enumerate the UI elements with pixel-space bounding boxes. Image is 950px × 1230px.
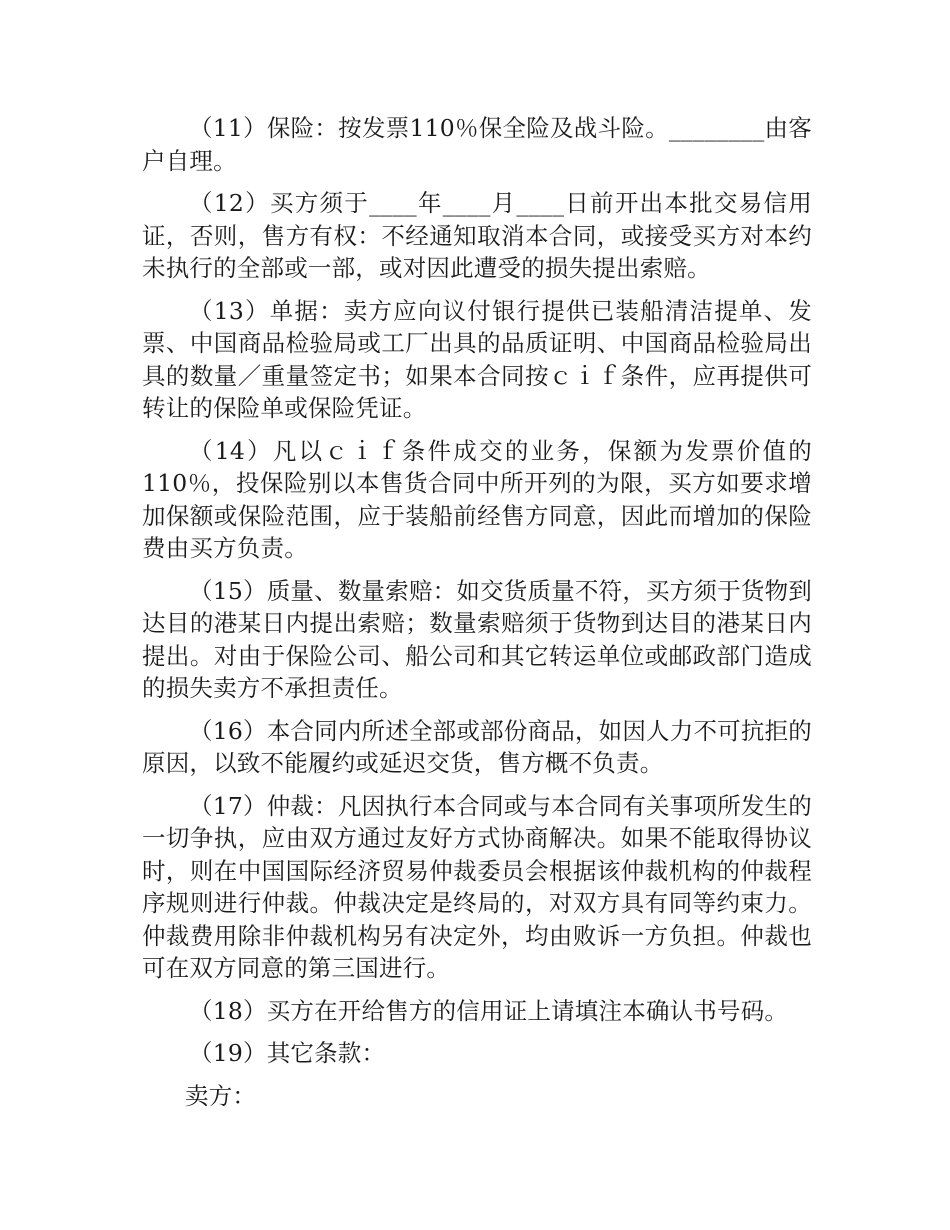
clause-11-insurance: （11）保险：按发票110％保全险及战斗险。________由客户自理。 (142, 114, 812, 175)
clause-16-force-majeure: （16）本合同内所述全部或部份商品，如因人力不可抗拒的原因，以致不能履约或延迟交货，售方概不负责。 (142, 716, 812, 777)
clause-13-documents: （13）单据：卖方应向议付银行提供已装船清洁提单、发票、中国商品检验局或工厂出具的品质证明、中国商品检验局出具的数量／重量签定书；如果本合同按ｃｉｆ条件，应再提供可转让的保险单或保险凭证。 (142, 296, 812, 422)
clause-15-claims: （15）质量、数量索赔：如交货质量不符，买方须于货物到达目的港某日内提出索赔；数量索赔须于货物到达目的港某日内提出。对由于保险公司、船公司和其它转运单位或邮政部门造成的损失卖方不承担责任。 (142, 576, 812, 702)
contract-body (142, 112, 812, 1112)
clause-12-letter-of-credit: （12）买方须于____年____月____日前开出本批交易信用证，否则，售方有权：不经通知取消本合同，或接受买方对本约未执行的全部或一部，或对因此遭受的损失提出索赔。 (142, 189, 812, 282)
clause-14-cif-insurance: （14）凡以ｃｉｆ条件成交的业务，保额为发票价值的110％，投保险别以本售货合同中所开列的为限，买方如要求增加保额或保险范围，应于装船前经售方同意，因此而增加的保险费由买方负责。 (142, 436, 812, 562)
clause-17-arbitration: （17）仲裁：凡因执行本合同或与本合同有关事项所发生的一切争执，应由双方通过友好方式协商解决。如果不能取得协议时，则在中国国际经济贸易仲裁委员会根据该仲裁机构的仲裁程序规则进行仲裁。仲裁决定是终局的，对双方具有同等约束力。仲裁费用除非仲裁机构另有决定外，均由败诉一方负担。仲裁也可在双方同意的第三国进行。 (142, 791, 812, 982)
seller-signature-label: 卖方： (185, 1081, 257, 1110)
clause-19-other-terms: （19）其它条款： (189, 1039, 386, 1067)
clause-18-confirmation-number: （18）买方在开给售方的信用证上请填注本确认书号码。 (189, 996, 789, 1025)
